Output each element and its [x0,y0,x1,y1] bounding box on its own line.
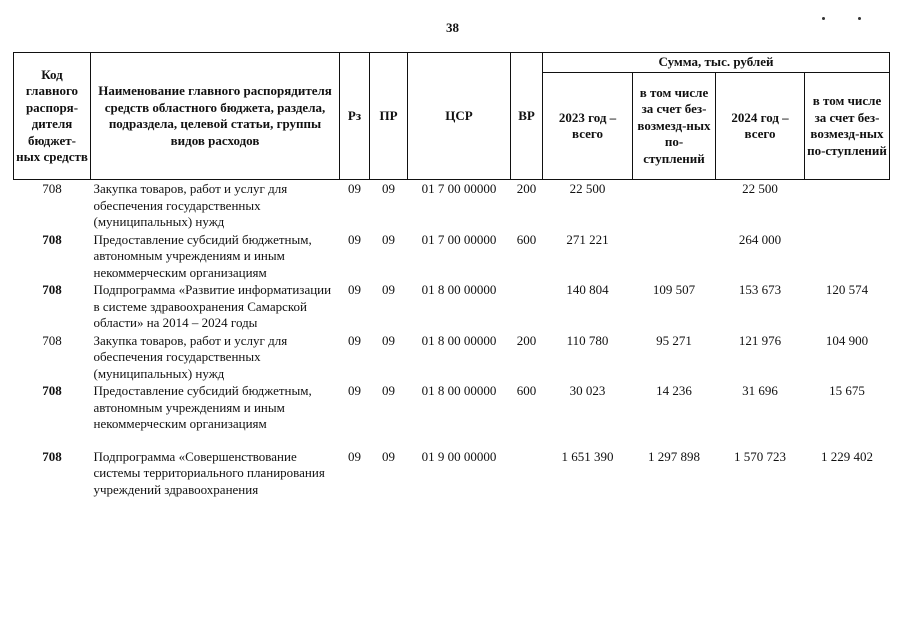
cell-rz: 09 [348,231,361,247]
cell-2024-free: 120 574 [825,282,869,297]
cell-2023-total: 140 804 [566,282,609,297]
cell-2024-free [805,231,890,282]
table-row [14,448,890,499]
cell-2024-free [805,180,890,231]
cell-2024-total: 22 500 [742,181,778,196]
cell-pr: 09 [382,448,395,464]
scan-speck [858,17,861,20]
cell-pr: 09 [382,383,395,398]
cell-code: 708 [42,383,62,398]
cell-csr: 01 8 00 00000 [421,332,497,348]
cell-2024-total: 31 696 [742,383,778,398]
table-row [14,332,890,383]
cell-2023-free [633,231,716,282]
header-2024-free: в том числе за счет без-возмезд-ных по-ступлений [805,73,890,180]
cell-2023-free: 109 507 [652,282,696,297]
table-row [14,231,890,282]
cell-vr: 600 [516,383,537,398]
header-2023-free: в том числе за счет без-возмезд-ных по-ступлений [633,73,716,180]
cell-name: Подпрограмма «Совершенствование системы территориального планирования учреждений здравоохранения [93,448,325,497]
header-code: Код главного распоря-дителя бюджет-ных средств [14,53,91,180]
budget-table [13,52,890,498]
cell-2023-total: 30 023 [569,383,606,398]
table-body [14,180,890,499]
table-row [14,180,890,231]
cell-vr: 200 [516,181,537,196]
cell-vr [511,281,543,332]
cell-2023-total: 1 651 390 [561,448,614,464]
cell-code: 708 [42,181,62,196]
cell-2023-total: 110 780 [566,332,609,348]
page-number: 38 [446,20,459,35]
cell-2023-free: 1 297 898 [648,448,700,464]
cell-code: 708 [42,332,62,348]
cell-pr: 09 [382,231,395,247]
cell-2023-total: 22 500 [569,181,606,196]
cell-2023-free: 95 271 [656,332,692,348]
cell-rz: 09 [348,282,361,297]
cell-name: Предоставление субсидий бюджетным, автономным учреждениям и иным некоммерческим организациям [93,231,312,280]
cell-2024-total: 1 570 723 [734,448,786,464]
table-row [14,281,890,332]
cell-csr: 01 8 00 00000 [421,282,497,297]
header-rz: Рз [340,53,370,180]
header-vr: ВР [511,53,543,180]
cell-2024-free: 15 675 [829,383,865,398]
cell-csr: 01 7 00 00000 [421,181,497,196]
header-csr: ЦСР [408,53,511,180]
cell-rz: 09 [348,383,361,398]
header-sum: Сумма, тыс. рублей [543,53,890,73]
cell-vr: 200 [516,332,537,348]
table-row [14,382,890,433]
table-header [14,53,890,180]
cell-rz: 09 [348,448,361,464]
cell-pr: 09 [382,282,395,297]
row-spacer [14,433,890,448]
header-2024-total: 2024 год – всего [716,73,805,180]
cell-2024-free: 1 229 402 [821,448,873,464]
cell-csr: 01 9 00 00000 [421,448,497,464]
cell-rz: 09 [348,332,361,348]
header-2023-total: 2023 год – всего [543,73,633,180]
cell-pr: 09 [382,332,395,348]
cell-name: Предоставление субсидий бюджетным, автономным учреждениям и иным некоммерческим организациям [93,383,312,431]
cell-2023-total: 271 221 [566,231,609,247]
cell-rz: 09 [348,181,361,196]
cell-name: Подпрограмма «Развитие информатизации в системе здравоохранения Самарской области» на 2014 – 2024 годы [93,282,332,330]
cell-2024-total: 153 673 [738,282,782,297]
scan-speck [822,17,825,20]
cell-csr: 01 7 00 00000 [421,231,497,247]
cell-csr: 01 8 00 00000 [421,383,497,398]
header-pr: ПР [370,53,408,180]
cell-2023-free: 14 236 [656,383,692,398]
cell-code: 708 [42,282,62,297]
cell-code: 708 [42,448,62,464]
cell-pr: 09 [382,181,395,196]
cell-vr: 600 [516,231,537,247]
cell-2024-total: 264 000 [738,231,782,247]
cell-name: Закупка товаров, работ и услуг для обеспечения государственных (муниципальных) нужд [93,181,288,229]
cell-name: Закупка товаров, работ и услуг для обеспечения государственных (муниципальных) нужд [93,332,288,381]
header-name: Наименование главного распорядителя средств областного бюджета, раздела, подраздела, целевой статьи, группы видов расходов [91,53,340,180]
cell-2024-free: 104 900 [825,332,869,348]
cell-code: 708 [42,231,62,247]
cell-2023-free [633,180,716,231]
cell-vr [511,448,543,499]
cell-2024-total: 121 976 [738,332,782,348]
